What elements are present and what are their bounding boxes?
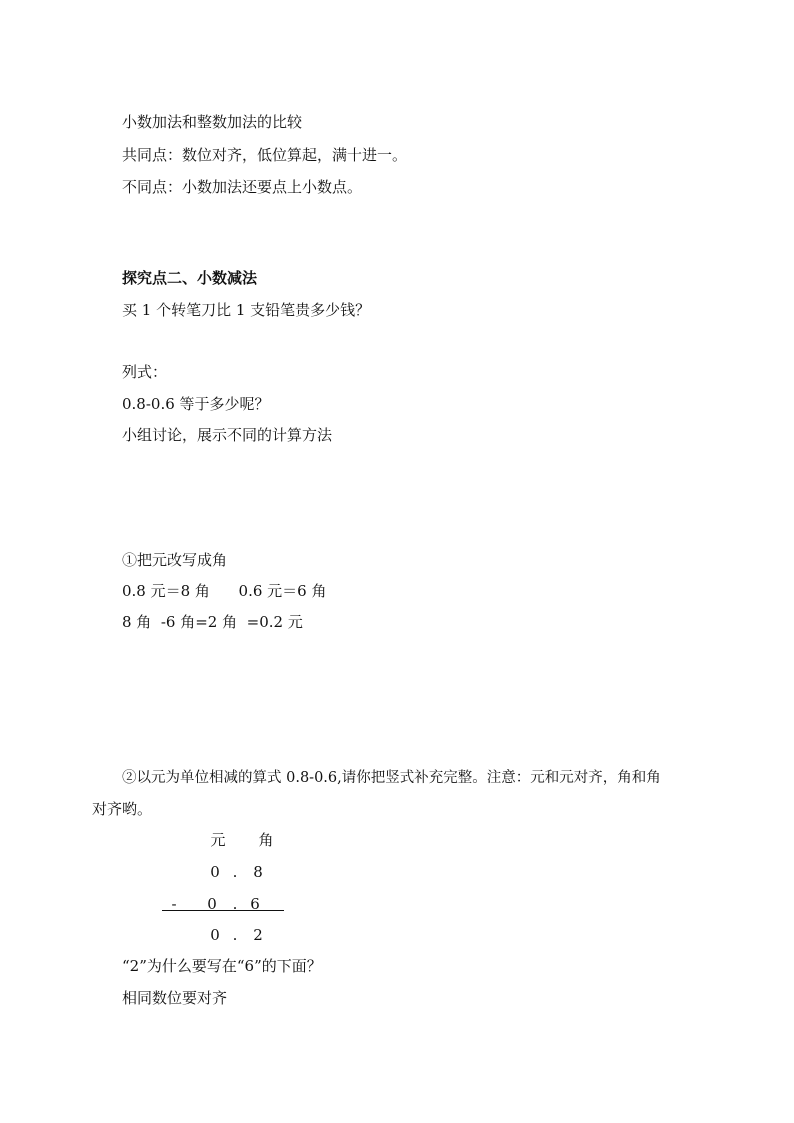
- method1-line1: 0.8 元＝8 角 0.6 元＝6 角: [122, 582, 327, 600]
- method2-why: “2”为什么要写在“6”的下面？: [122, 957, 322, 975]
- compare-title: 小数加法和整数加法的比较: [122, 113, 303, 131]
- minus-sign: -: [171, 895, 177, 913]
- explore2-heading: 探究点二、小数减法: [122, 269, 258, 287]
- header-jiao: 角: [258, 831, 274, 849]
- row2-int: 0: [207, 895, 217, 913]
- method2-text-line2: 对齐哟。: [92, 800, 153, 818]
- result-dec: 2: [253, 926, 263, 944]
- explore2-ask: 0.8-0.6 等于多少呢？: [122, 395, 270, 413]
- method1-title: ①把元改写成角: [122, 551, 228, 569]
- method2-text-line1: ②以元为单位相减的算式 0.8-0.6,请你把竖式补充完整。注意：元和元对齐，角和角: [122, 770, 661, 786]
- row1-int: 0: [210, 863, 220, 881]
- subtraction-line: [162, 910, 284, 911]
- compare-diff: 不同点：小数加法还要点上小数点。: [122, 178, 363, 196]
- compare-same: 共同点：数位对齐，低位算起，满十进一。: [122, 146, 408, 164]
- result-dot: .: [232, 926, 238, 944]
- row2-dot: .: [232, 895, 238, 913]
- explore2-formula-label: 列式：: [122, 363, 168, 381]
- explore2-discuss: 小组讨论，展示不同的计算方法: [122, 426, 333, 444]
- row1-dec: 8: [253, 863, 263, 881]
- header-yuan: 元: [210, 831, 226, 849]
- explore2-question: 买 1 个转笔刀比 1 支铅笔贵多少钱？: [122, 301, 371, 319]
- method1-line2: 8 角 -6 角=2 角 =0.2 元: [122, 613, 303, 631]
- row1-dot: .: [232, 863, 238, 881]
- result-int: 0: [210, 926, 220, 944]
- method2-answer: 相同数位要对齐: [122, 989, 228, 1007]
- row2-dec: 6: [250, 895, 260, 913]
